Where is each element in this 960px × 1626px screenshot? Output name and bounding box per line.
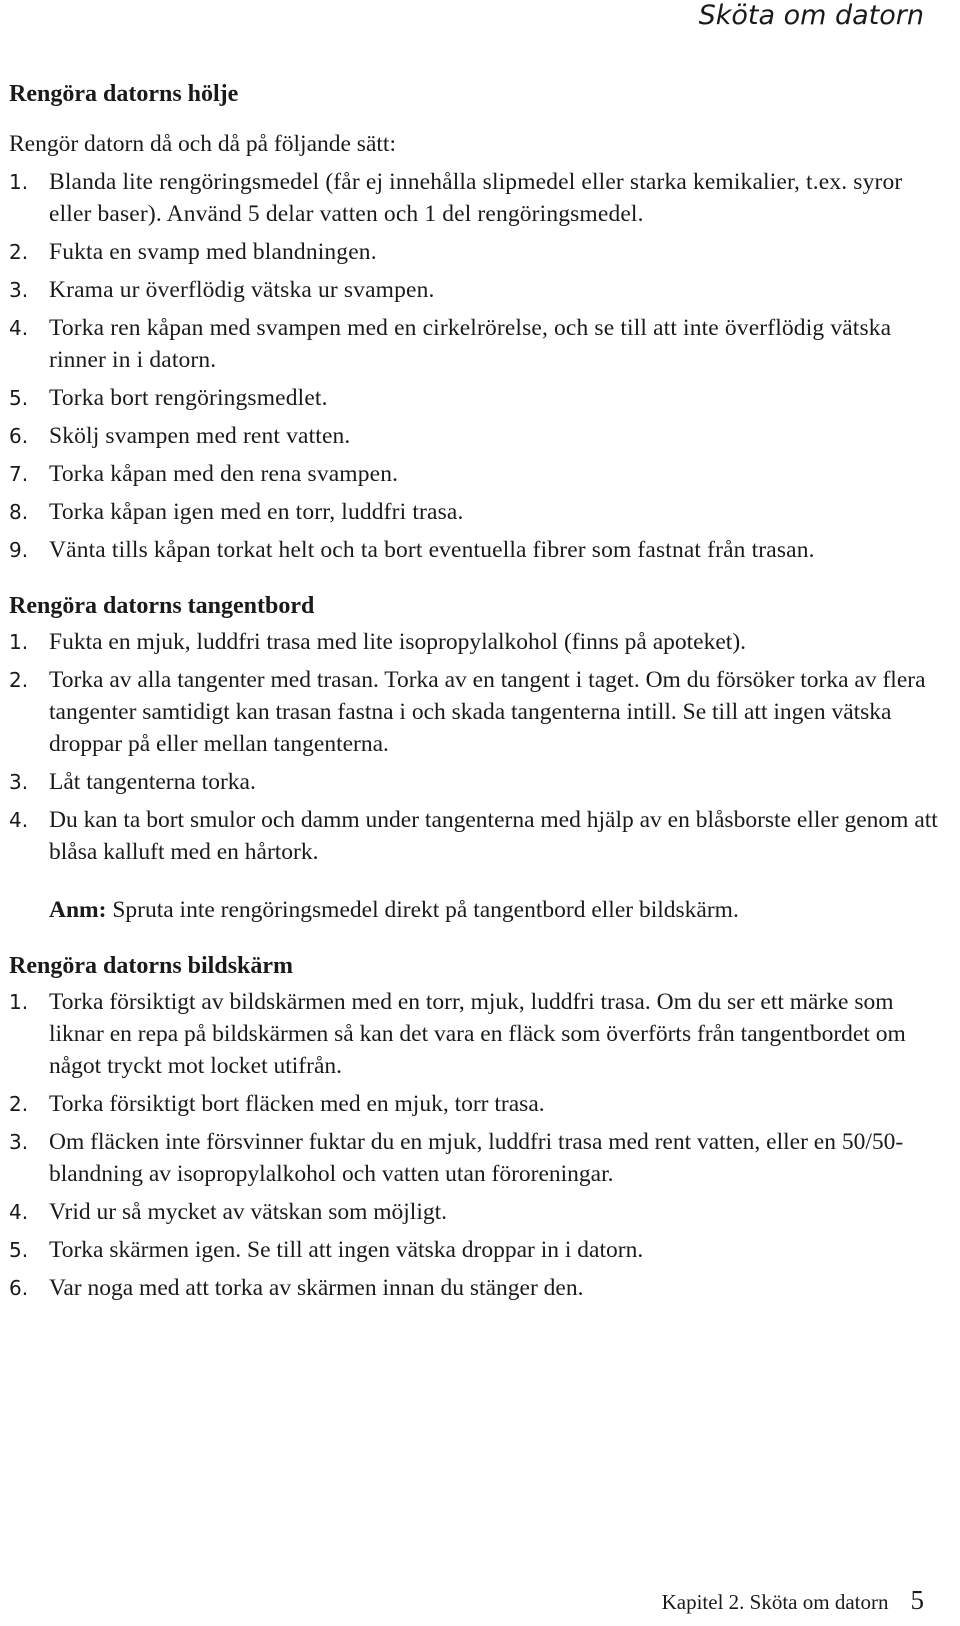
section-heading: Rengöra datorns hölje	[9, 81, 239, 107]
step-text: Fukta en svamp med blandningen.	[49, 239, 377, 265]
step-text: Var noga med att torka av skärmen innan du stänger den.	[49, 1275, 584, 1301]
step-text: Om fläcken inte försvinner fuktar du en mjuk, luddfri trasa med rent vatten, eller en 50/50-blandning av isopropylalkohol och vatten utan föroreningar.	[49, 1129, 904, 1187]
step-text: Skölj svampen med rent vatten.	[49, 423, 351, 449]
step-text: Blanda lite rengöringsmedel (får ej innehålla slipmedel eller starka kemikalier, t.ex. syror eller baser). Använd 5 delar vatten och 1 del rengöringsmedel.	[49, 169, 903, 227]
section-cleaning-keyboard	[9, 592, 939, 926]
list-item	[9, 664, 939, 760]
list-item	[9, 274, 939, 306]
footer-chapter: Kapitel 2. Sköta om datorn	[661, 1590, 889, 1614]
step-text: Torka försiktigt bort fläcken med en mjuk, torr trasa.	[49, 1091, 545, 1117]
step-text: Torka bort rengöringsmedlet.	[49, 385, 328, 411]
list-item	[9, 1196, 939, 1228]
list-item	[9, 1234, 939, 1266]
running-head: Sköta om datorn	[698, 0, 924, 31]
page-content	[9, 80, 939, 1310]
step-number: 2.	[9, 240, 29, 264]
step-text: Torka skärmen igen. Se till att ingen vätska droppar in i datorn.	[49, 1237, 644, 1263]
list-item	[9, 236, 939, 268]
section-intro: Rengör datorn då och då på följande sätt:	[9, 131, 396, 157]
step-number: 1.	[9, 990, 29, 1014]
step-text: Vrid ur så mycket av vätskan som möjligt.	[49, 1199, 448, 1225]
section-cleaning-display	[9, 952, 939, 1304]
step-number: 9.	[9, 538, 29, 562]
step-number: 3.	[9, 770, 29, 794]
step-number: 1.	[9, 630, 29, 654]
step-text: Torka kåpan igen med en torr, luddfri trasa.	[49, 499, 464, 525]
step-text: Vänta tills kåpan torkat helt och ta bort eventuella fibrer som fastnat från trasan.	[49, 537, 815, 563]
step-text: Låt tangenterna torka.	[49, 769, 256, 795]
page-number: 5	[910, 1585, 924, 1615]
step-text: Torka försiktigt av bildskärmen med en torr, mjuk, luddfri trasa. Om du ser ett märke som liknar en repa på bildskärmen så kan det vara en fläck som överförts från tangentbordet om något tryckt mot locket utifrån.	[49, 989, 906, 1079]
list-item	[9, 1272, 939, 1304]
step-list	[9, 626, 939, 868]
note-text: Spruta inte rengöringsmedel direkt på tangentbord eller bildskärm.	[112, 897, 739, 923]
step-text: Krama ur överflödig vätska ur svampen.	[49, 277, 435, 303]
list-item	[9, 1126, 939, 1190]
list-item	[9, 382, 939, 414]
step-number: 6.	[9, 424, 29, 448]
step-list	[9, 986, 939, 1304]
step-number: 5.	[9, 386, 29, 410]
step-text: Du kan ta bort smulor och damm under tangenterna med hjälp av en blåsborste eller genom att blåsa kalluft med en hårtork.	[49, 807, 938, 865]
note-label: Anm:	[49, 897, 107, 923]
step-number: 4.	[9, 1200, 29, 1224]
step-number: 5.	[9, 1238, 29, 1262]
section-heading: Rengöra datorns tangentbord	[9, 593, 315, 619]
section-cleaning-case	[9, 80, 939, 566]
step-number: 4.	[9, 808, 29, 832]
list-item	[9, 626, 939, 658]
list-item	[9, 458, 939, 490]
list-item	[9, 986, 939, 1082]
list-item	[9, 766, 939, 798]
step-number: 3.	[9, 1130, 29, 1154]
step-number: 8.	[9, 500, 29, 524]
step-list	[9, 166, 939, 566]
list-item	[9, 312, 939, 376]
list-item	[9, 804, 939, 868]
list-item	[9, 166, 939, 230]
list-item	[9, 496, 939, 528]
step-number: 2.	[9, 1092, 29, 1116]
list-item	[9, 1088, 939, 1120]
step-text: Torka kåpan med den rena svampen.	[49, 461, 399, 487]
page-footer	[662, 1585, 924, 1616]
section-heading: Rengöra datorns bildskärm	[9, 953, 294, 979]
step-number: 7.	[9, 462, 29, 486]
step-number: 4.	[9, 316, 29, 340]
step-text: Torka av alla tangenter med trasan. Torka av en tangent i taget. Om du försöker torka av flera tangenter samtidigt kan trasan fastna i och skada tangenterna intill. Se till att ingen vätska droppar på eller mellan tangenterna.	[49, 667, 926, 757]
step-number: 2.	[9, 668, 29, 692]
step-text: Fukta en mjuk, luddfri trasa med lite isopropylalkohol (finns på apoteket).	[49, 629, 747, 655]
step-number: 3.	[9, 278, 29, 302]
step-number: 6.	[9, 1276, 29, 1300]
list-item	[9, 534, 939, 566]
step-text: Torka ren kåpan med svampen med en cirkelrörelse, och se till att inte överflödig vätska rinner in i datorn.	[49, 315, 892, 373]
list-item	[9, 420, 939, 452]
note	[49, 894, 939, 926]
step-number: 1.	[9, 170, 29, 194]
